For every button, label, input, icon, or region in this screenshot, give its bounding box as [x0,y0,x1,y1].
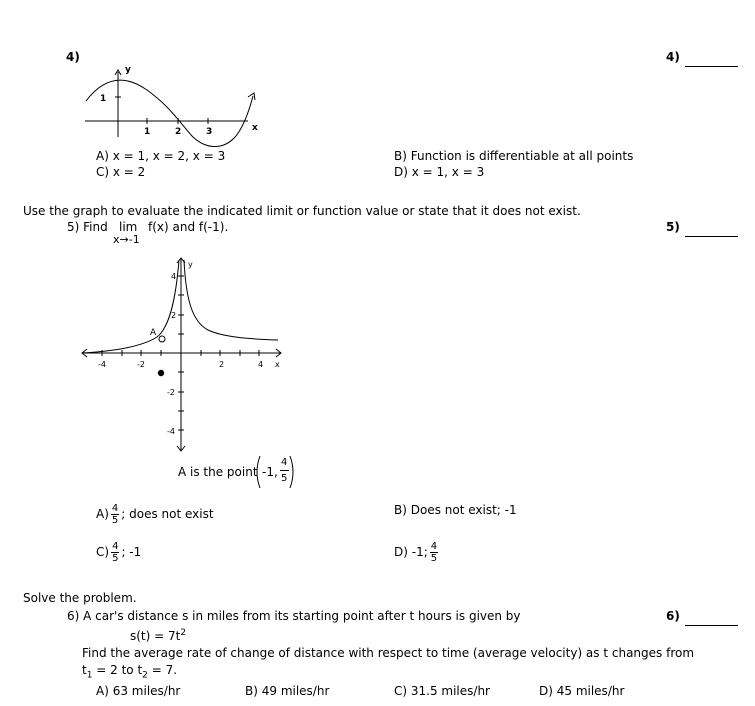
q4-curve [86,80,253,146]
answer-5-number: 5) [666,220,680,234]
q5-tick-x-neg4: -4 [98,360,106,369]
q5-choice-d[interactable] [394,541,440,564]
q5-choice-d-fraction [430,541,438,564]
q5-choice-a[interactable] [96,503,214,526]
answer-4-blank[interactable] [685,66,738,67]
q6-choice-b[interactable]: B) 49 miles/hr [245,684,330,698]
q6-end: = 7. [147,663,178,677]
q6-prompt: 6) A car's distance s in miles from its starting point after t hours is given by [67,609,521,623]
question-4-number: 4) [66,50,80,64]
q6-time-interval [82,663,178,681]
q5-graph [78,252,288,457]
q5-choice-c[interactable] [96,541,141,564]
q5-tick-y-neg2: -2 [167,388,175,397]
q4-tick-x-1: 1 [144,127,151,137]
q4-y-label: y [125,65,131,75]
q5-y-label: y [188,260,193,269]
q5-point-caption: A is the point [178,465,258,479]
q4-choice-c[interactable]: C) x = 2 [96,165,146,179]
q4-tick-y-1: 1 [100,94,107,104]
q5-choice-b[interactable]: B) Does not exist; -1 [394,503,517,517]
q5-point-x: -1, [262,465,278,479]
q4-choice-d[interactable]: D) x = 1, x = 3 [394,165,485,179]
q5-choice-d-den: 5 [430,553,438,564]
q5-open-point-a [159,336,165,342]
q6-formula [130,629,186,643]
q4-curve-arrow [248,93,255,100]
q5-lim-subscript: x→-1 [113,233,140,246]
q6-choice-d[interactable]: D) 45 miles/hr [539,684,625,698]
q6-t1-sub: 1 [86,670,93,681]
section-instruction-graph: Use the graph to evaluate the indicated limit or function value or state that it does not exist. [23,204,581,218]
q6-formula-base: s(t) = 7t [130,629,181,643]
q5-tick-y-4: 4 [171,272,177,281]
answer-4-number: 4) [666,50,680,64]
q5-point-num: 4 [281,457,288,468]
q5-choice-a-num: 4 [111,503,119,514]
section-instruction-solve: Solve the problem. [23,591,137,605]
q6-formula-exponent: 2 [180,628,187,638]
answer-5-blank[interactable] [685,236,738,237]
q5-prompt-rest: f(x) and f(-1). [148,220,229,234]
q4-tick-x-3: 3 [206,127,213,137]
answer-6-blank[interactable] [685,625,738,626]
q6-choice-a[interactable]: A) 63 miles/hr [96,684,181,698]
q4-choice-b[interactable]: B) Function is differentiable at all points [394,149,634,163]
q5-x-label: x [275,360,280,369]
q6-t2-sub: 2 [142,670,148,681]
q5-tick-x-4: 4 [258,360,264,369]
q5-point-coordinates [254,455,296,489]
q5-tick-y-2: 2 [171,311,177,320]
q5-prompt-prefix: 5) Find [67,220,108,234]
q5-choice-a-den: 5 [111,515,119,526]
q6-question-line: Find the average rate of change of distance with respect to time (average velocity) as t changes from [82,646,695,660]
q6-t1: t [82,663,87,677]
q4-choice-a[interactable]: A) x = 1, x = 2, x = 3 [96,149,226,163]
q5-choice-c-num: 4 [112,541,119,552]
q5-choice-a-rest: ; does not exist [121,507,214,521]
q5-lim-word: lim [119,220,138,234]
q5-choice-a-fraction [111,503,119,526]
q5-tick-x-2: 2 [219,360,225,369]
q6-mid: = 2 to t [92,663,143,677]
answer-6-number: 6) [666,609,680,623]
q6-choice-c[interactable]: C) 31.5 miles/hr [394,684,490,698]
q5-choice-d-prefix: D) -1; [394,545,428,559]
q5-choice-a-prefix: A) [96,507,109,521]
q4-x-label: x [252,123,258,133]
q5-choice-c-prefix: C) [96,545,110,559]
q5-tick-y-neg4: -4 [167,427,175,436]
q4-graph [80,60,270,150]
q5-tick-x-neg2: -2 [137,360,145,369]
q5-choice-c-rest: ; -1 [121,545,142,559]
q5-choice-d-num: 4 [430,541,438,552]
q5-point-a-label: A [150,328,157,338]
q5-point-den: 5 [281,473,288,484]
q5-choice-c-fraction [111,541,119,564]
q5-choice-c-den: 5 [112,553,119,564]
q5-filled-point [158,370,164,376]
q4-tick-x-2: 2 [175,127,182,137]
q5-right-branch [184,260,278,340]
